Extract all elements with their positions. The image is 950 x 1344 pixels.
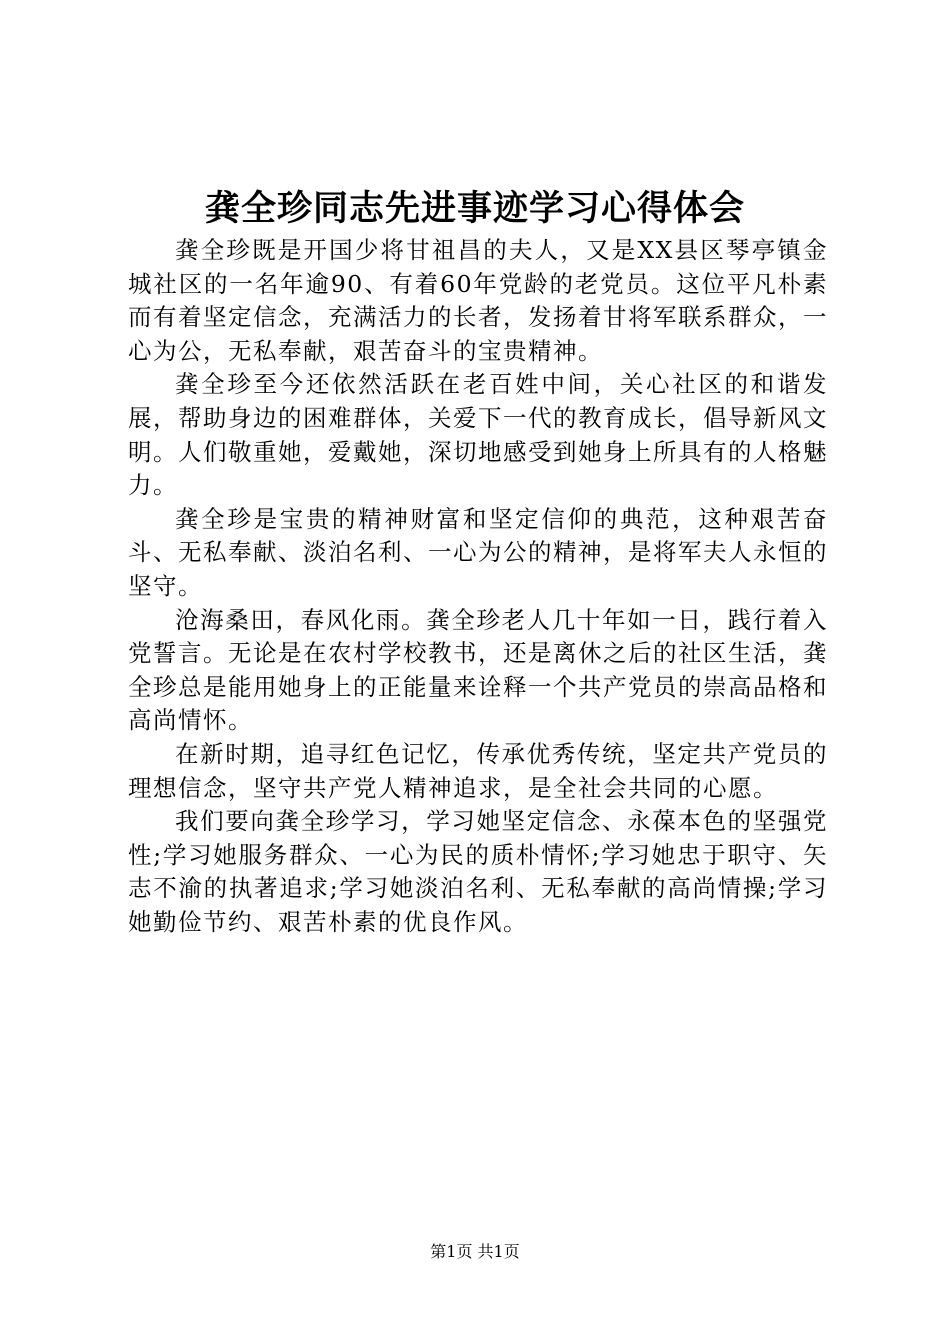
paragraph: 沧海桑田，春风化雨。龚全珍老人几十年如一日，践行着入党誓言。无论是在农村学校教书，还是离休之后的社区生活，龚全珍总是能用她身上的正能量来诠释一个共产党员的崇高品格和高尚情怀。 — [128, 605, 828, 735]
paragraph: 龚全珍既是开国少将甘祖昌的夫人，又是XX县区琴亭镇金城社区的一名年逾90、有着60年党龄的老党员。这位平凡朴素而有着坚定信念，充满活力的长者，发扬着甘将军联系群众，一心为公，无私奉献，艰苦奋斗的宝贵精神。 — [128, 236, 828, 365]
document-title: 龚全珍同志先进事迹学习心得体会 — [204, 188, 745, 229]
page-number-footer: 第1页 共1页 — [430, 1242, 520, 1261]
paragraph: 龚全珍至今还依然活跃在老百姓中间，关心社区的和谐发展，帮助身边的困难群体，关爱下一代的教育成长，倡导新风文明。人们敬重她，爱戴她，深切地感受到她身上所具有的人格魅力。 — [128, 370, 828, 500]
paragraph: 龚全珍是宝贵的精神财富和坚定信仰的典范，这种艰苦奋斗、无私奉献、淡泊名利、一心为公的精神，是将军夫人永恒的坚守。 — [128, 504, 828, 600]
paragraph: 在新时期，追寻红色记忆，传承优秀传统，坚定共产党员的理想信念，坚守共产党人精神追求，是全社会共同的心愿。 — [128, 739, 828, 802]
document-body — [128, 234, 828, 939]
paragraph: 我们要向龚全珍学习，学习她坚定信念、永葆本色的坚强党性;学习她服务群众、一心为民的质朴情怀;学习她忠于职守、矢志不渝的执著追求;学习她淡泊名利、无私奉献的高尚情操;学习她勤俭节约、艰苦朴素的优良作风。 — [128, 807, 828, 936]
